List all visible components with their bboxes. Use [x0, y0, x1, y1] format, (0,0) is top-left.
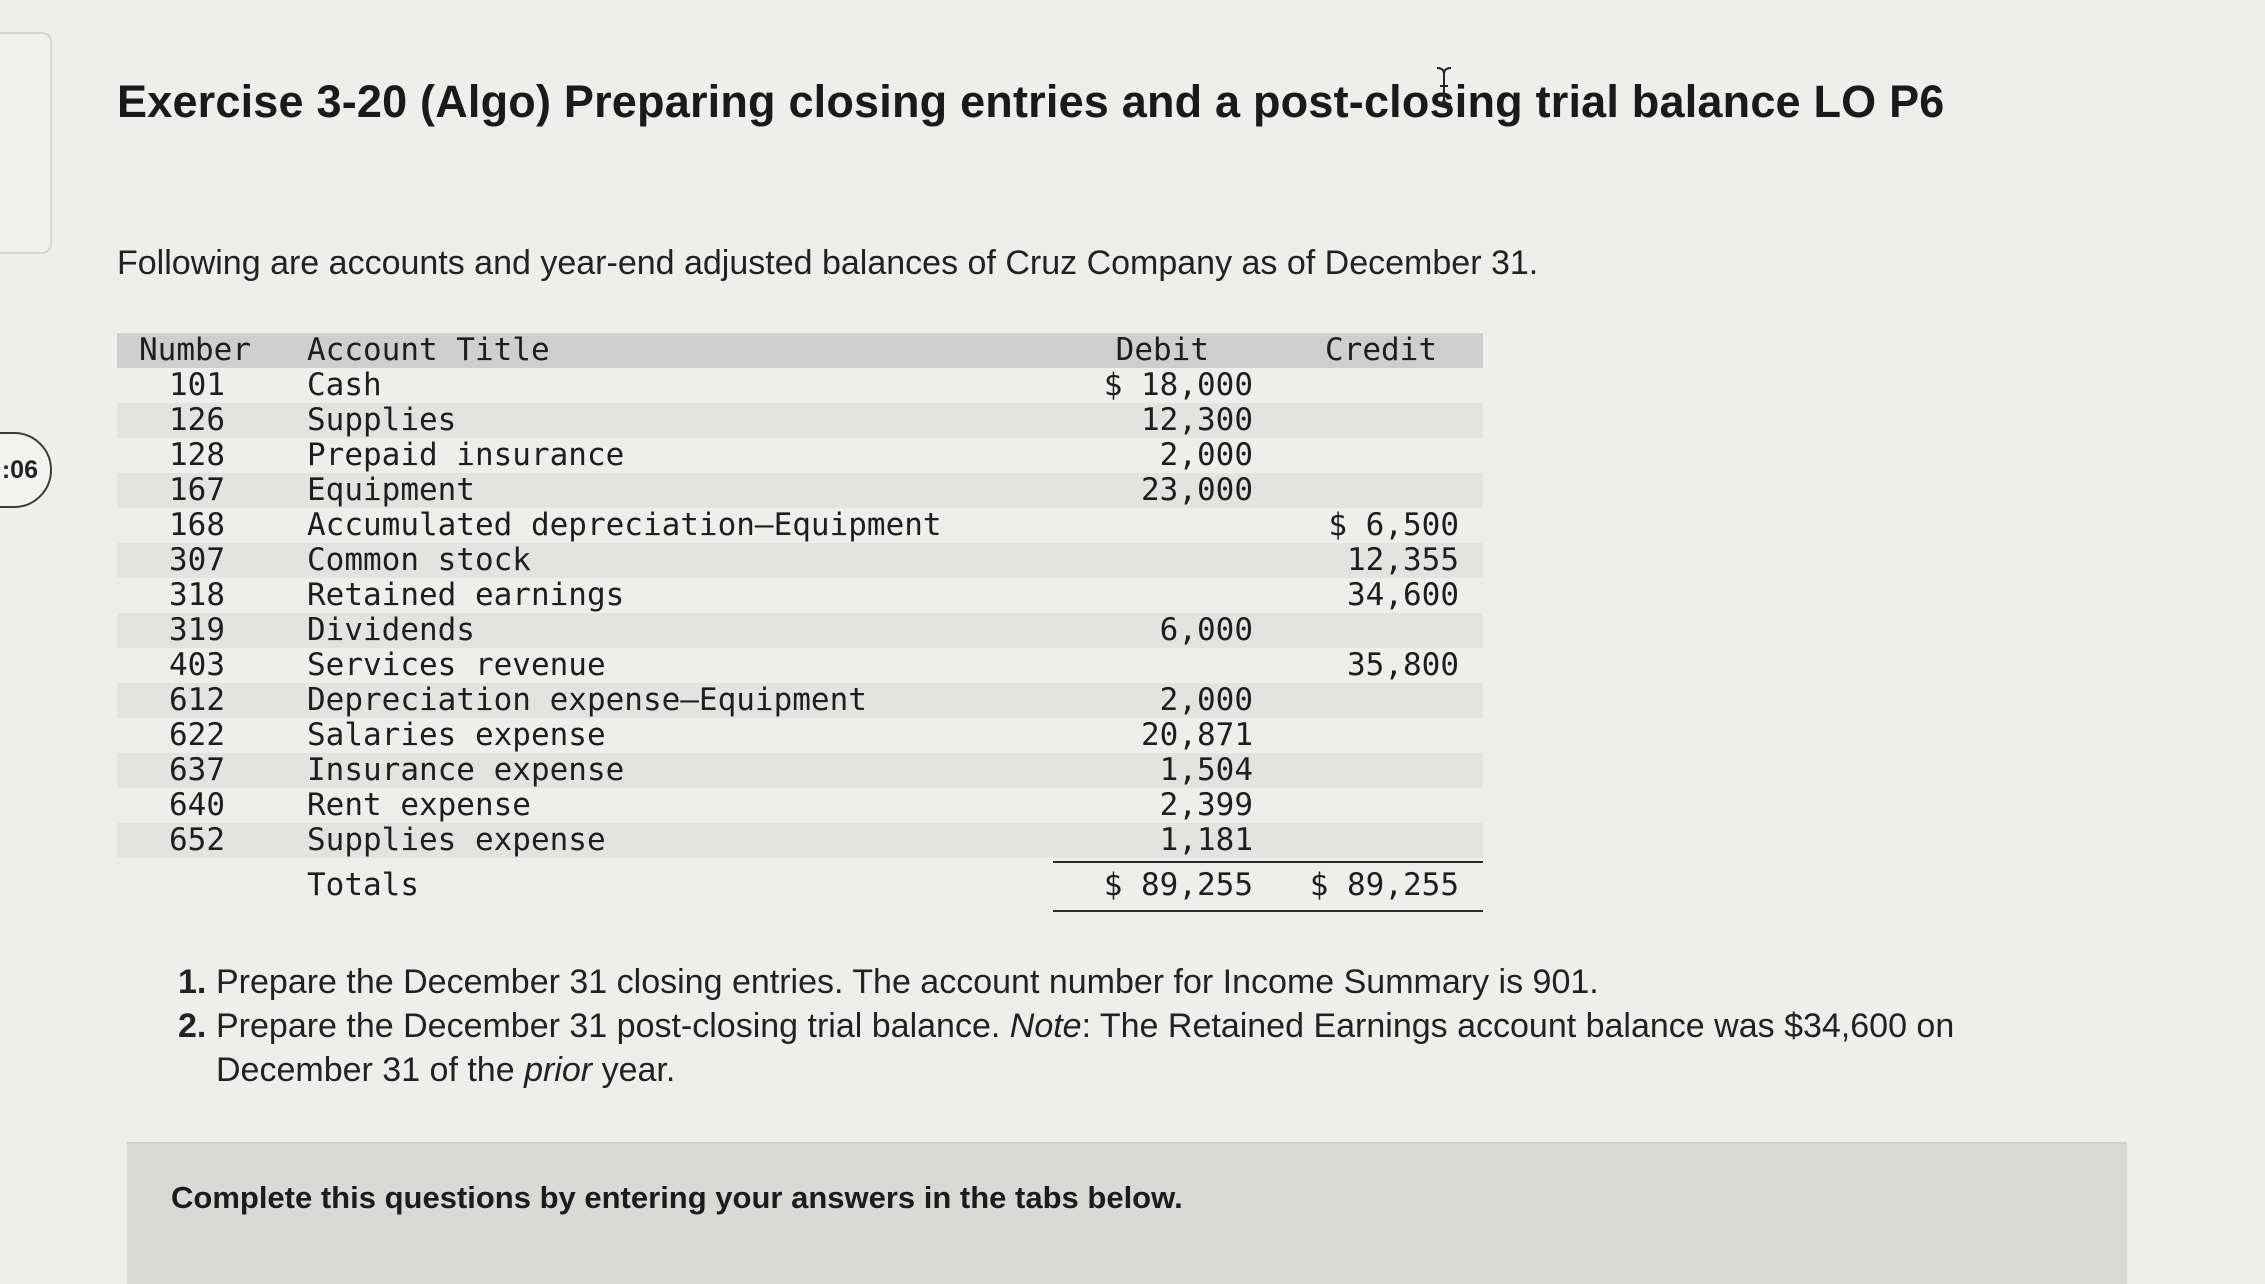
account-number: 167: [169, 472, 225, 508]
table-row: [117, 613, 1483, 648]
debit-amount: 2,399: [1159, 787, 1253, 823]
instruction-number: 1.: [178, 963, 207, 1001]
table-row: [117, 648, 1483, 683]
account-number: 128: [169, 437, 225, 473]
account-number: 319: [169, 612, 225, 648]
table-row: [117, 753, 1483, 788]
instruction-note-text: : The Retained Earnings account balance was $34,600 on: [1081, 1007, 1955, 1045]
instruction-cont-text: December 31 of the: [216, 1051, 515, 1089]
total-credit: $ 89,255: [1309, 867, 1459, 903]
instruction-continuation: [216, 1048, 2178, 1092]
instruction-cont-end: year.: [601, 1051, 676, 1089]
debit-amount: 2,000: [1159, 437, 1253, 473]
debit-amount: 12,300: [1141, 402, 1253, 438]
account-number: 307: [169, 542, 225, 578]
credit-amount: 35,800: [1347, 647, 1459, 683]
table-row: [117, 368, 1483, 403]
account-title: Cash: [307, 367, 382, 403]
table-row: [117, 438, 1483, 473]
intro-text: Following are accounts and year-end adjusted balances of Cruz Company as of December 31.: [117, 244, 1539, 282]
account-number: 622: [169, 717, 225, 753]
account-title: Prepaid insurance: [307, 437, 625, 473]
table-row: [117, 683, 1483, 718]
account-number: 403: [169, 647, 225, 683]
page-title: Exercise 3-20 (Algo) Preparing closing entries and a post-closing trial balance LO P6: [117, 76, 1945, 127]
account-title: Common stock: [307, 542, 531, 578]
note-label: Note: [1009, 1007, 1082, 1045]
account-title: Supplies expense: [307, 822, 606, 858]
account-number: 640: [169, 787, 225, 823]
table-row: [117, 718, 1483, 753]
debit-amount: 1,504: [1159, 752, 1253, 788]
account-title: Insurance expense: [307, 752, 625, 788]
account-number: 652: [169, 822, 225, 858]
table-row: [117, 788, 1483, 823]
header-credit: Credit: [1325, 332, 1437, 368]
totals-top-rule: [1053, 861, 1483, 863]
account-number: 168: [169, 507, 225, 543]
header-account-title: Account Title: [307, 332, 550, 368]
account-number: 101: [169, 367, 225, 403]
prior-emphasis: prior: [524, 1051, 593, 1089]
totals-bottom-rule: [1053, 910, 1483, 912]
totals-row: [117, 858, 1483, 912]
instruction-text: Prepare the December 31 closing entries. The account number for Income Summary is 901.: [216, 963, 1599, 1001]
account-title: Salaries expense: [307, 717, 606, 753]
table-row: [117, 543, 1483, 578]
account-number: 612: [169, 682, 225, 718]
account-title: Supplies: [307, 402, 457, 438]
instructions-list: [178, 960, 2178, 1092]
left-panel-edge: [0, 32, 52, 254]
account-title: Rent expense: [307, 787, 531, 823]
timer-text: :06: [1, 455, 38, 484]
debit-amount: 2,000: [1159, 682, 1253, 718]
account-number: 637: [169, 752, 225, 788]
tabs-prompt: Complete this questions by entering your answers in the tabs below.: [171, 1180, 1183, 1215]
instruction-item: [178, 1004, 2178, 1092]
account-title: Retained earnings: [307, 577, 625, 613]
header-debit: Debit: [1115, 332, 1209, 368]
table-row: [117, 473, 1483, 508]
header-number: Number: [139, 332, 251, 368]
account-title: Depreciation expense—Equipment: [307, 682, 867, 718]
total-debit: $ 89,255: [1103, 867, 1253, 903]
debit-amount: 20,871: [1141, 717, 1253, 753]
answer-tabs-panel: [127, 1142, 2127, 1284]
account-balances-table: [117, 333, 1483, 912]
table-row: [117, 823, 1483, 858]
instruction-text: Prepare the December 31 post-closing trial balance.: [216, 1007, 1001, 1045]
text-cursor-icon: [1433, 66, 1455, 106]
table-row: [117, 508, 1483, 543]
account-title: Dividends: [307, 612, 475, 648]
table-row: [117, 578, 1483, 613]
timer-badge[interactable]: [0, 432, 52, 508]
account-title: Accumulated depreciation—Equipment: [307, 507, 942, 543]
instruction-item: [178, 960, 2178, 1004]
account-number: 126: [169, 402, 225, 438]
debit-amount: $ 18,000: [1103, 367, 1253, 403]
credit-amount: 34,600: [1347, 577, 1459, 613]
account-title: Equipment: [307, 472, 475, 508]
debit-amount: 23,000: [1141, 472, 1253, 508]
account-title: Services revenue: [307, 647, 606, 683]
account-number: 318: [169, 577, 225, 613]
table-header-row: [117, 333, 1483, 368]
instruction-number: 2.: [178, 1007, 207, 1045]
credit-amount: 12,355: [1347, 542, 1459, 578]
table-row: [117, 403, 1483, 438]
debit-amount: 1,181: [1159, 822, 1253, 858]
debit-amount: 6,000: [1159, 612, 1253, 648]
credit-amount: $ 6,500: [1328, 507, 1459, 543]
totals-label: Totals: [307, 867, 419, 903]
